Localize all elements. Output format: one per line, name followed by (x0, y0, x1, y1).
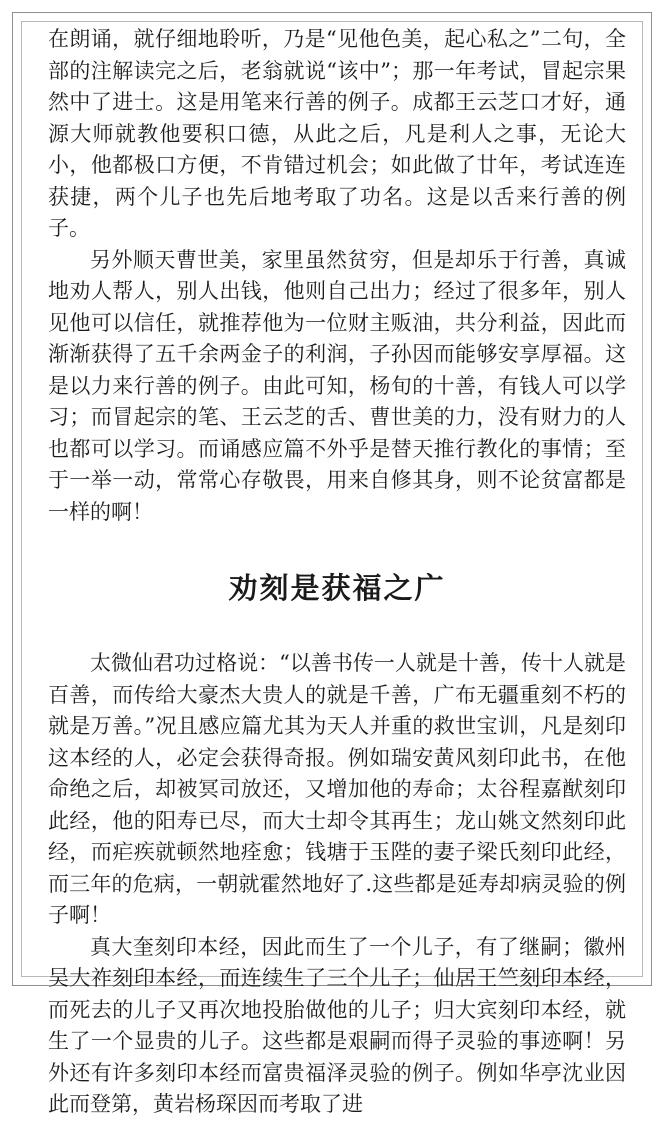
paragraph-1: 在朗诵，就仔细地聆听，乃是“见他色美，起心私之”二句，全部的注解读完之后，老翁就说“该中”；那一年考试，冒起宗果然中了进士。这是用笔来行善的例子。成都王云芝口才好，通源大师就教他要积口德，从此之后，凡是利人之事，无论大小，他都极口方便，不肯错过机会；如此做了廿年，考试连连获捷，两个儿子也先后地考取了功名。这是以舌来行善的例子。 (48, 27, 626, 240)
paragraph-2: 另外顺天曹世美，家里虽然贫穷，但是却乐于行善，真诚地劝人帮人，别人出钱，他则自己出力；经过了很多年，别人见他可以信任，就推荐他为一位财主贩油，共分利益，因此而渐渐获得了五千余两金子的利润，子孙因而能够安享厚福。这是以力来行善的例子。由此可知，杨旬的十善，有钱人可以学习；而冒起宗的笔、王云芝的舌、曹世美的力，没有财力的人也都可以学习。而诵感应篇不外乎是替天推行教化的事情；至于一举一动，常常心存敬畏，用来自修其身，则不论贫富都是一样的啊！ (48, 247, 626, 524)
section-title: 劝刻是获福之广 (228, 571, 446, 605)
paragraph-4: 真大奎刻印本经，因此而生了一个儿子，有了继嗣；徽州吴大祚刻印本经，而连续生了三个儿子；仙居王竺刻印本经，而死去的儿子又再次地投胎做他的儿子；归大宾刻印本经，就生了一个显贵的儿子。这些都是艰嗣而得子灵验的事迹啊！另外还有许多刻印本经而富贵福泽灵验的例子。例如华亭沈业因此而登第，黄岩杨琛因而考取了进 (48, 934, 626, 1116)
document-body (48, 24, 626, 1121)
paragraph-3: 太微仙君功过格说：“以善书传一人就是十善，传十人就是百善，而传给大豪杰大贵人的就是千善，广布无疆重刻不朽的就是万善。”况且感应篇尤其为天人并重的救世宝训，凡是刻印这本经的人，必定会获得奇报。例如瑞安黄风刻印此书，在他命绝之后，却被冥司放还，又增加他的寿命；太谷程嘉猷刻印此经，他的阳寿已尽，而大士却令其再生；龙山姚文然刻印此经，而疟疾就顿然地痊愈；钱塘于玉陛的妻子梁氏刻印此经，而三年的危病，一朝就霍然地好了.这些都是延寿却病灵验的例子啊！ (48, 651, 626, 927)
